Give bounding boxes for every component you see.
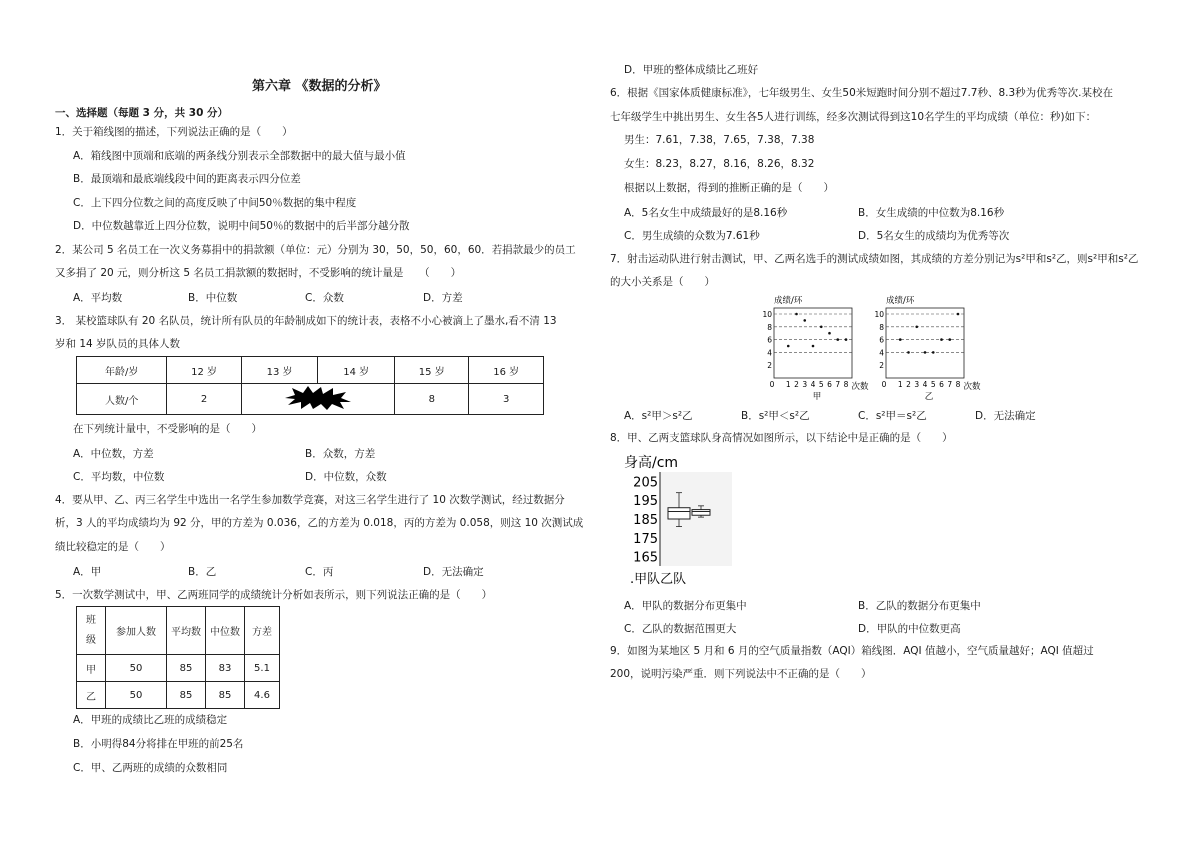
q3-after: 在下列统计量中，不受影响的是（ ） [73, 423, 262, 435]
data-point [957, 313, 960, 316]
data-point [836, 338, 839, 341]
y-tick-label: 4 [767, 348, 772, 358]
table-header: 参加人数 [106, 607, 167, 655]
x-tick-label: 8 [955, 380, 961, 389]
data-point [899, 338, 902, 341]
y-tick-label: 10 [874, 310, 884, 319]
q2-line1: 2．某公司 5 名员工在一次义务募捐中的捐款额（单位：元）分别为 30，50，50，60，60．若捐款最少的员工 [55, 244, 576, 256]
q4-option-d: D．无法确定 [423, 566, 484, 578]
box [668, 508, 690, 519]
q6-option-d: D．5名女生的成绩均为优秀等次 [858, 230, 1010, 242]
q4-line2: 析，3 人的平均成绩均为 92 分，甲的方差为 0.036，乙的方差为 0.018，丙的方差为 0.058，则这 10 次测试成 [55, 517, 584, 529]
table-header: 班 [86, 614, 96, 626]
q3-option-b: B．众数，方差 [305, 448, 376, 460]
x-tick-label: 0 [881, 380, 887, 389]
q2-line2: 又多捐了 20 元，则分析这 5 名员工捐款额的数据时，不受影响的统计量是 （ ） [55, 267, 462, 279]
y-tick-label: 205 [633, 475, 658, 491]
x-tick-label: 7 [947, 380, 953, 389]
table-cell: 85 [167, 655, 206, 682]
table-header: 级 [86, 634, 96, 646]
y-tick-label: 2 [767, 361, 772, 371]
q7-line1: 7．射击运动队进行射击测试，甲、乙两名选手的测试成绩如图，其成绩的方差分别记为s²甲和s²乙，则s²甲和s²乙 [610, 253, 1139, 265]
table-header-class [77, 607, 106, 655]
chart-xlabel: 次数 [851, 382, 869, 392]
q1-stem: 1．关于箱线图的描述，下列说法正确的是（ ） [55, 126, 293, 138]
q6-ask: 根据以上数据，得到的推断正确的是（ ） [624, 182, 834, 194]
chart-ylabel: 成绩/环 [774, 296, 803, 306]
y-tick-label: 6 [767, 335, 772, 345]
q3-line1: 3． 某校篮球队有 20 名队员，统计所有队员的年龄制成如下的统计表，表格不小心被滴上了墨水,看不清 13 [55, 315, 557, 327]
table-row-label: 人数/个 [77, 384, 167, 415]
q4-line3: 绩比较稳定的是（ ） [55, 541, 171, 553]
table-cell: 85 [206, 682, 245, 709]
table-header-age: 年龄/岁 [77, 357, 167, 384]
page-title: 第六章 《数据的分析》 [252, 79, 387, 94]
x-tick-label: 6 [827, 380, 832, 389]
table-cell: 甲 [77, 655, 106, 682]
q8-option-a: A．甲队的数据分布更集中 [624, 600, 747, 612]
q3-line2: 岁和 14 岁队员的具体人数 [55, 338, 181, 350]
q1-option-c: C．上下四分位数之间的高度反映了中间50％数据的集中程度 [73, 197, 357, 209]
box [692, 510, 710, 516]
chart-caption: 甲 [812, 392, 822, 402]
table-header: 方差 [245, 607, 280, 655]
table-cell: 8 [395, 384, 469, 415]
x-tick-label: 4 [922, 380, 928, 389]
q5-stem: 5．一次数学测试中，甲、乙两班同学的成绩统计分析如表所示，则下列说法正确的是（ ） [55, 589, 493, 601]
q1-option-a: A．箱线图中顶端和底端的两条线分别表示全部数据中的最大值与最小值 [73, 150, 406, 162]
q7-option-d: D．无法确定 [975, 410, 1036, 422]
data-point [924, 351, 927, 354]
chart-frame [886, 308, 964, 378]
y-tick-label: 2 [879, 361, 884, 371]
x-tick-label: 3 [802, 380, 808, 389]
data-point [915, 326, 918, 329]
q6-boys: 男生：7.61，7.38，7.65，7.38，7.38 [624, 134, 815, 146]
q3-option-d: D．中位数，众数 [305, 471, 387, 483]
x-tick-label: 1 [785, 380, 791, 389]
y-tick-label: 6 [879, 335, 884, 345]
table-cell: 4.6 [245, 682, 280, 709]
q8-option-d: D．甲队的中位数更高 [858, 623, 961, 635]
q2-option-c: C．众数 [305, 292, 344, 304]
q5-option-c: C．甲、乙两班的成绩的众数相同 [73, 762, 228, 774]
table-header: 12 岁 [167, 357, 241, 384]
table-cell: 50 [106, 682, 167, 709]
q6-line1: 6．根据《国家体质健康标准》，七年级男生、女生50米短跑时间分别不超过7.7秒、8.3秒为优秀等次.某校在 [610, 87, 1114, 99]
table-cell: 50 [106, 655, 167, 682]
q9-line1: 9．如图为某地区 5 月和 6 月的空气质量指数（AQI）箱线图．AQI 值越小，空气质量越好；AQI 值超过 [610, 645, 1094, 657]
x-tick-label: 5 [930, 380, 936, 389]
table-header: 13 岁 [241, 357, 318, 384]
q2-option-d: D．方差 [423, 292, 463, 304]
q2-option-a: A．平均数 [73, 292, 123, 304]
q8-boxplot [622, 450, 734, 590]
x-tick-label: 5 [818, 380, 824, 389]
table-cell: 2 [167, 384, 241, 415]
q6-option-b: B．女生成绩的中位数为8.16秒 [858, 207, 1005, 219]
boxplot-ylabel: 身高/cm [624, 455, 679, 471]
q7-option-b: B．s²甲＜s²乙 [741, 410, 810, 422]
x-tick-label: 8 [843, 380, 849, 389]
q6-line2: 七年级学生中挑出男生、女生各5人进行训练，经多次测试得到这10名学生的平均成绩（单位：秒)如下： [610, 111, 1097, 123]
q8-option-c: C．乙队的数据范围更大 [624, 623, 737, 635]
y-tick-label: 4 [879, 348, 884, 358]
q3-age-table [76, 356, 544, 415]
q8-stem: 8．甲、乙两支篮球队身高情况如图所示，以下结论中是正确的是（ ） [610, 432, 953, 444]
q7-option-a: A．s²甲＞s²乙 [624, 410, 693, 422]
table-cell: 5.1 [245, 655, 280, 682]
q3-option-a: A．中位数，方差 [73, 448, 154, 460]
chart-caption: 乙 [924, 392, 934, 402]
q7-chart-jia [760, 292, 870, 402]
data-point [828, 332, 831, 335]
data-point [787, 345, 790, 348]
q7-line2: 的大小关系是（ ） [610, 276, 715, 288]
table-header: 16 岁 [469, 357, 544, 384]
q1-option-b: B．最顶端和最底端线段中间的距离表示四分位差 [73, 173, 301, 185]
data-point [940, 338, 943, 341]
y-tick-label: 175 [633, 531, 658, 547]
data-point [948, 338, 951, 341]
data-point [812, 345, 815, 348]
x-tick-label: 3 [914, 380, 920, 389]
q4-option-c: C．丙 [305, 566, 334, 578]
boxplot-categories: .甲队乙队 [630, 572, 687, 587]
y-tick-label: 195 [633, 494, 658, 510]
x-tick-label: 0 [769, 380, 775, 389]
q7-chart-yi [872, 292, 982, 402]
q4-option-b: B．乙 [188, 566, 217, 578]
x-tick-label: 7 [835, 380, 841, 389]
q7-option-c: C．s²甲＝s²乙 [858, 410, 927, 422]
x-tick-label: 1 [897, 380, 903, 389]
data-point [932, 351, 935, 354]
section-heading: 一、选择题（每题 3 分，共 30 分） [55, 107, 229, 119]
q6-option-a: A．5名女生中成绩最好的是8.16秒 [624, 207, 788, 219]
data-point [845, 338, 848, 341]
data-point [907, 351, 910, 354]
x-tick-label: 4 [810, 380, 816, 389]
q5-option-d: D．甲班的整体成绩比乙班好 [624, 64, 759, 76]
x-tick-label: 2 [794, 380, 799, 389]
chart-xlabel: 次数 [963, 382, 981, 392]
y-tick-label: 165 [633, 550, 658, 566]
q3-option-c: C．平均数，中位数 [73, 471, 165, 483]
table-cell: 乙 [77, 682, 106, 709]
q4-line1: 4．要从甲、乙、丙三名学生中选出一名学生参加数学竞赛，对这三名学生进行了 10 次数学测试，经过数据分 [55, 494, 565, 506]
q8-option-b: B．乙队的数据分布更集中 [858, 600, 981, 612]
ink-blot-cell [241, 384, 394, 415]
table-header: 14 岁 [318, 357, 395, 384]
table-cell: 83 [206, 655, 245, 682]
q1-option-d: D．中位数越靠近上四分位数，说明中间50％的数据中的后半部分越分散 [73, 220, 410, 232]
q6-girls: 女生：8.23，8.27，8.16，8.26，8.32 [624, 158, 815, 170]
q5-option-b: B．小明得84分将排在甲班的前25名 [73, 738, 244, 750]
data-point [795, 313, 798, 316]
x-tick-label: 6 [939, 380, 944, 389]
x-tick-label: 2 [906, 380, 911, 389]
chart-ylabel: 成绩/环 [886, 296, 915, 306]
y-tick-label: 10 [762, 310, 772, 319]
ink-blot-icon [283, 385, 353, 411]
q6-option-c: C．男生成绩的众数为7.61秒 [624, 230, 760, 242]
table-cell: 3 [469, 384, 544, 415]
y-tick-label: 185 [633, 513, 658, 528]
q5-score-table [76, 606, 280, 709]
table-cell: 85 [167, 682, 206, 709]
data-point [803, 319, 806, 322]
q2-option-b: B．中位数 [188, 292, 238, 304]
q9-line2: 200，说明污染严重．则下列说法中不正确的是（ ） [610, 668, 872, 680]
y-tick-label: 8 [767, 322, 772, 332]
y-tick-label: 8 [879, 322, 884, 332]
table-header: 15 岁 [395, 357, 469, 384]
q5-option-a: A．甲班的成绩比乙班的成绩稳定 [73, 714, 228, 726]
table-header: 中位数 [206, 607, 245, 655]
table-header: 平均数 [167, 607, 206, 655]
chart-frame [774, 308, 852, 378]
q4-option-a: A．甲 [73, 566, 102, 578]
data-point [820, 326, 823, 329]
